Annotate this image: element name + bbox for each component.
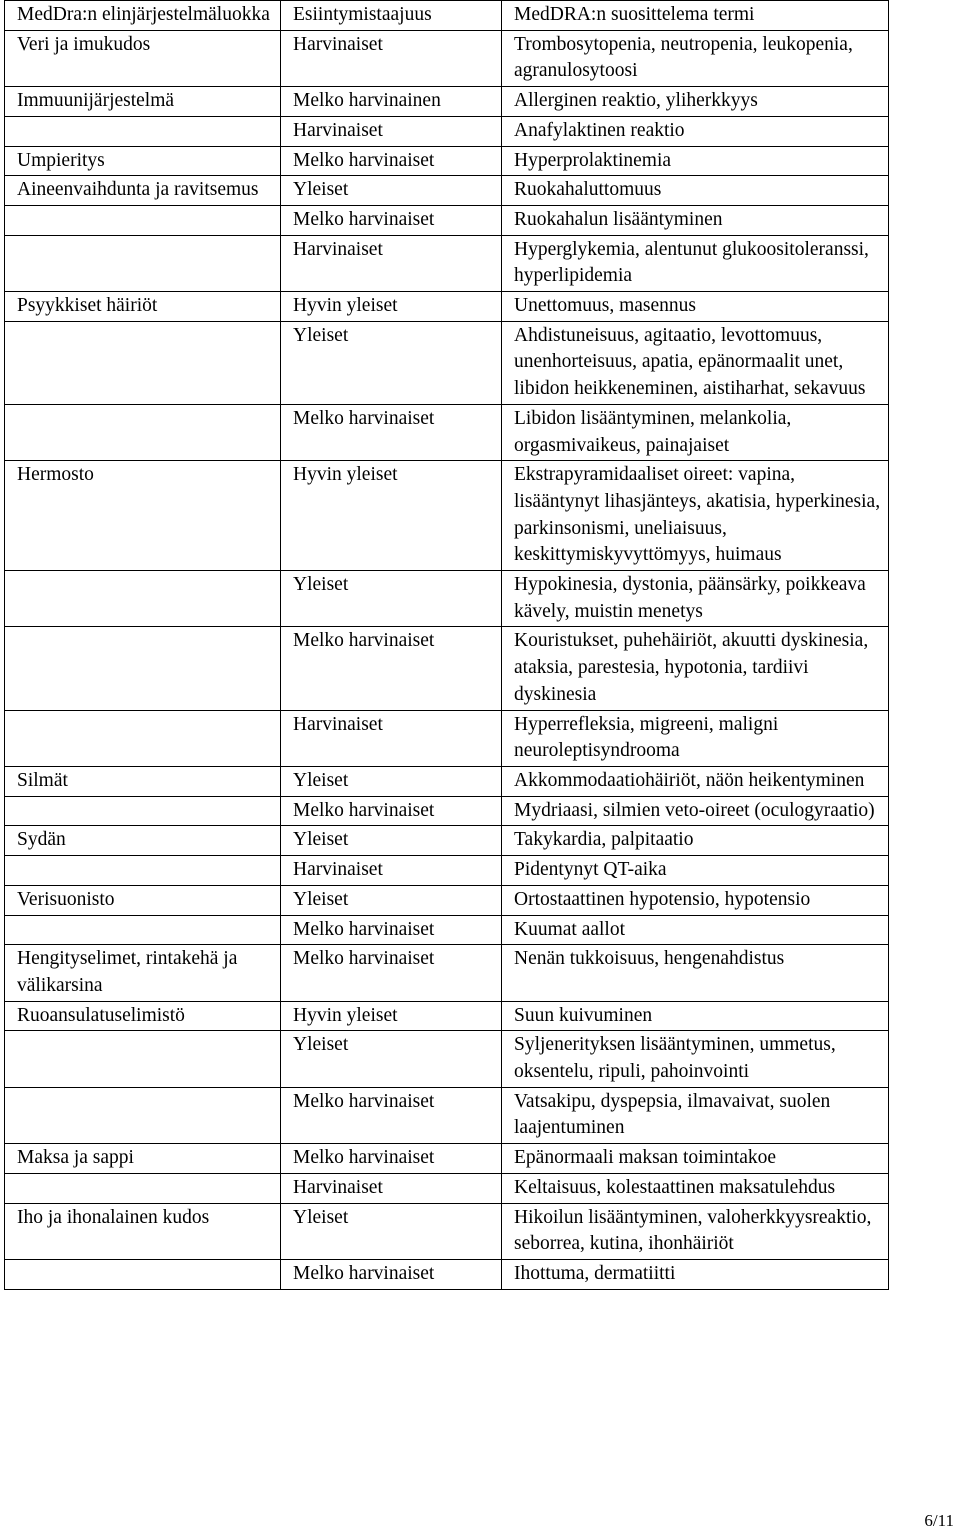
organ-class-cell: Maksa ja sappi	[5, 1144, 281, 1174]
organ-class-cell: Hengityselimet, rintakehä ja välikarsina	[5, 945, 281, 1001]
meddra-term-cell: Syljenerityksen lisääntyminen, ummetus, oksentelu, ripuli, pahoinvointi	[502, 1031, 889, 1087]
organ-class-cell	[5, 116, 281, 146]
frequency-cell: Melko harvinaiset	[281, 1144, 502, 1174]
table-row	[5, 205, 889, 235]
table-row	[5, 1173, 889, 1203]
meddra-term-cell: Ruokahaluttomuus	[502, 176, 889, 206]
table-row	[5, 1144, 889, 1174]
table-row	[5, 292, 889, 322]
organ-class-cell	[5, 915, 281, 945]
table-row	[5, 856, 889, 886]
organ-class-cell: Veri ja imukudos	[5, 30, 281, 86]
table-row	[5, 1087, 889, 1143]
frequency-cell: Harvinaiset	[281, 856, 502, 886]
organ-class-cell	[5, 856, 281, 886]
meddra-term-cell: Ortostaattinen hypotensio, hypotensio	[502, 885, 889, 915]
frequency-cell: Yleiset	[281, 826, 502, 856]
organ-class-cell	[5, 710, 281, 766]
frequency-cell: Melko harvinainen	[281, 87, 502, 117]
table-row	[5, 1031, 889, 1087]
meddra-term-cell: Ruokahalun lisääntyminen	[502, 205, 889, 235]
table-header-row	[5, 1, 889, 31]
organ-class-cell: Immuunijärjestelmä	[5, 87, 281, 117]
frequency-cell: Yleiset	[281, 1031, 502, 1087]
header-meddra-term: MedDRA:n suosittelema termi	[502, 1, 889, 31]
meddra-term-cell: Suun kuivuminen	[502, 1001, 889, 1031]
frequency-cell: Hyvin yleiset	[281, 1001, 502, 1031]
meddra-term-cell: Akkommodaatiohäiriöt, näön heikentyminen	[502, 766, 889, 796]
frequency-cell: Harvinaiset	[281, 235, 502, 291]
meddra-term-cell: Hyperrefleksia, migreeni, maligni neuroleptisyndrooma	[502, 710, 889, 766]
header-frequency: Esiintymistaajuus	[281, 1, 502, 31]
meddra-term-cell: Kuumat aallot	[502, 915, 889, 945]
frequency-cell: Harvinaiset	[281, 710, 502, 766]
meddra-term-cell: Unettomuus, masennus	[502, 292, 889, 322]
frequency-cell: Melko harvinaiset	[281, 404, 502, 460]
table-row	[5, 826, 889, 856]
meddra-term-cell: Anafylaktinen reaktio	[502, 116, 889, 146]
organ-class-cell: Psyykkiset häiriöt	[5, 292, 281, 322]
table-row	[5, 710, 889, 766]
table-row	[5, 571, 889, 627]
meddra-term-cell: Ekstrapyramidaaliset oireet: vapina, lisääntynyt lihasjänteys, akatisia, hyperkinesia, parkinsonismi, uneliaisuus, keskittymiskyvyttömyys, huimaus	[502, 461, 889, 571]
meddra-term-cell: Keltaisuus, kolestaattinen maksatulehdus	[502, 1173, 889, 1203]
table-row	[5, 1001, 889, 1031]
organ-class-cell	[5, 235, 281, 291]
meddra-term-cell: Hypokinesia, dystonia, päänsärky, poikkeava kävely, muistin menetys	[502, 571, 889, 627]
organ-class-cell	[5, 1031, 281, 1087]
meddra-term-cell: Nenän tukkoisuus, hengenahdistus	[502, 945, 889, 1001]
table-row	[5, 404, 889, 460]
meddra-term-cell: Kouristukset, puhehäiriöt, akuutti dyskinesia, ataksia, parestesia, hypotonia, tardiivi dyskinesia	[502, 627, 889, 710]
organ-class-cell: Silmät	[5, 766, 281, 796]
meddra-term-cell: Mydriaasi, silmien veto-oireet (oculogyraatio)	[502, 796, 889, 826]
frequency-cell: Harvinaiset	[281, 1173, 502, 1203]
frequency-cell: Hyvin yleiset	[281, 292, 502, 322]
frequency-cell: Melko harvinaiset	[281, 945, 502, 1001]
organ-class-cell: Ruoansulatuselimistö	[5, 1001, 281, 1031]
frequency-cell: Melko harvinaiset	[281, 205, 502, 235]
table-row	[5, 87, 889, 117]
meddra-term-cell: Ahdistuneisuus, agitaatio, levottomuus, unenhorteisuus, apatia, epänormaalit unet, libidon heikkeneminen, aistiharhat, sekavuus	[502, 321, 889, 404]
meddra-term-cell: Pidentynyt QT-aika	[502, 856, 889, 886]
table-row	[5, 1259, 889, 1289]
meddra-term-cell: Vatsakipu, dyspepsia, ilmavaivat, suolen laajentuminen	[502, 1087, 889, 1143]
frequency-cell: Harvinaiset	[281, 30, 502, 86]
meddra-term-cell: Epänormaali maksan toimintakoe	[502, 1144, 889, 1174]
frequency-cell: Yleiset	[281, 885, 502, 915]
frequency-cell: Yleiset	[281, 321, 502, 404]
table-row	[5, 627, 889, 710]
frequency-cell: Yleiset	[281, 176, 502, 206]
frequency-cell: Melko harvinaiset	[281, 915, 502, 945]
frequency-cell: Melko harvinaiset	[281, 146, 502, 176]
organ-class-cell: Verisuonisto	[5, 885, 281, 915]
organ-class-cell: Umpieritys	[5, 146, 281, 176]
frequency-cell: Melko harvinaiset	[281, 796, 502, 826]
organ-class-cell: Sydän	[5, 826, 281, 856]
table-row	[5, 1203, 889, 1259]
meddra-term-cell: Allerginen reaktio, yliherkkyys	[502, 87, 889, 117]
frequency-cell: Harvinaiset	[281, 116, 502, 146]
frequency-cell: Yleiset	[281, 571, 502, 627]
organ-class-cell	[5, 205, 281, 235]
organ-class-cell	[5, 571, 281, 627]
table-row	[5, 30, 889, 86]
table-row	[5, 176, 889, 206]
meddra-term-cell: Takykardia, palpitaatio	[502, 826, 889, 856]
table-row	[5, 321, 889, 404]
frequency-cell: Yleiset	[281, 1203, 502, 1259]
table-row	[5, 146, 889, 176]
organ-class-cell	[5, 1173, 281, 1203]
frequency-cell: Yleiset	[281, 766, 502, 796]
meddra-term-cell: Trombosytopenia, neutropenia, leukopenia, agranulosytoosi	[502, 30, 889, 86]
organ-class-cell	[5, 1259, 281, 1289]
adverse-effects-table	[4, 0, 889, 1290]
organ-class-cell: Hermosto	[5, 461, 281, 571]
organ-class-cell: Iho ja ihonalainen kudos	[5, 1203, 281, 1259]
header-organ-class: MedDra:n elinjärjestelmäluokka	[5, 1, 281, 31]
organ-class-cell	[5, 321, 281, 404]
organ-class-cell	[5, 404, 281, 460]
meddra-term-cell: Hyperglykemia, alentunut glukoositoleranssi, hyperlipidemia	[502, 235, 889, 291]
table-row	[5, 945, 889, 1001]
organ-class-cell	[5, 796, 281, 826]
table-row	[5, 235, 889, 291]
frequency-cell: Melko harvinaiset	[281, 1087, 502, 1143]
table-row	[5, 885, 889, 915]
frequency-cell: Hyvin yleiset	[281, 461, 502, 571]
table-row	[5, 461, 889, 571]
frequency-cell: Melko harvinaiset	[281, 1259, 502, 1289]
table-body	[5, 1, 889, 1290]
table-row	[5, 766, 889, 796]
meddra-term-cell: Libidon lisääntyminen, melankolia, orgasmivaikeus, painajaiset	[502, 404, 889, 460]
meddra-term-cell: Ihottuma, dermatiitti	[502, 1259, 889, 1289]
organ-class-cell	[5, 627, 281, 710]
meddra-term-cell: Hikoilun lisääntyminen, valoherkkyysreaktio, seborrea, kutina, ihonhäiriöt	[502, 1203, 889, 1259]
frequency-cell: Melko harvinaiset	[281, 627, 502, 710]
organ-class-cell: Aineenvaihdunta ja ravitsemus	[5, 176, 281, 206]
meddra-term-cell: Hyperprolaktinemia	[502, 146, 889, 176]
page-number: 6/11	[924, 1511, 954, 1530]
table-row	[5, 915, 889, 945]
organ-class-cell	[5, 1087, 281, 1143]
table-row	[5, 116, 889, 146]
table-row	[5, 796, 889, 826]
